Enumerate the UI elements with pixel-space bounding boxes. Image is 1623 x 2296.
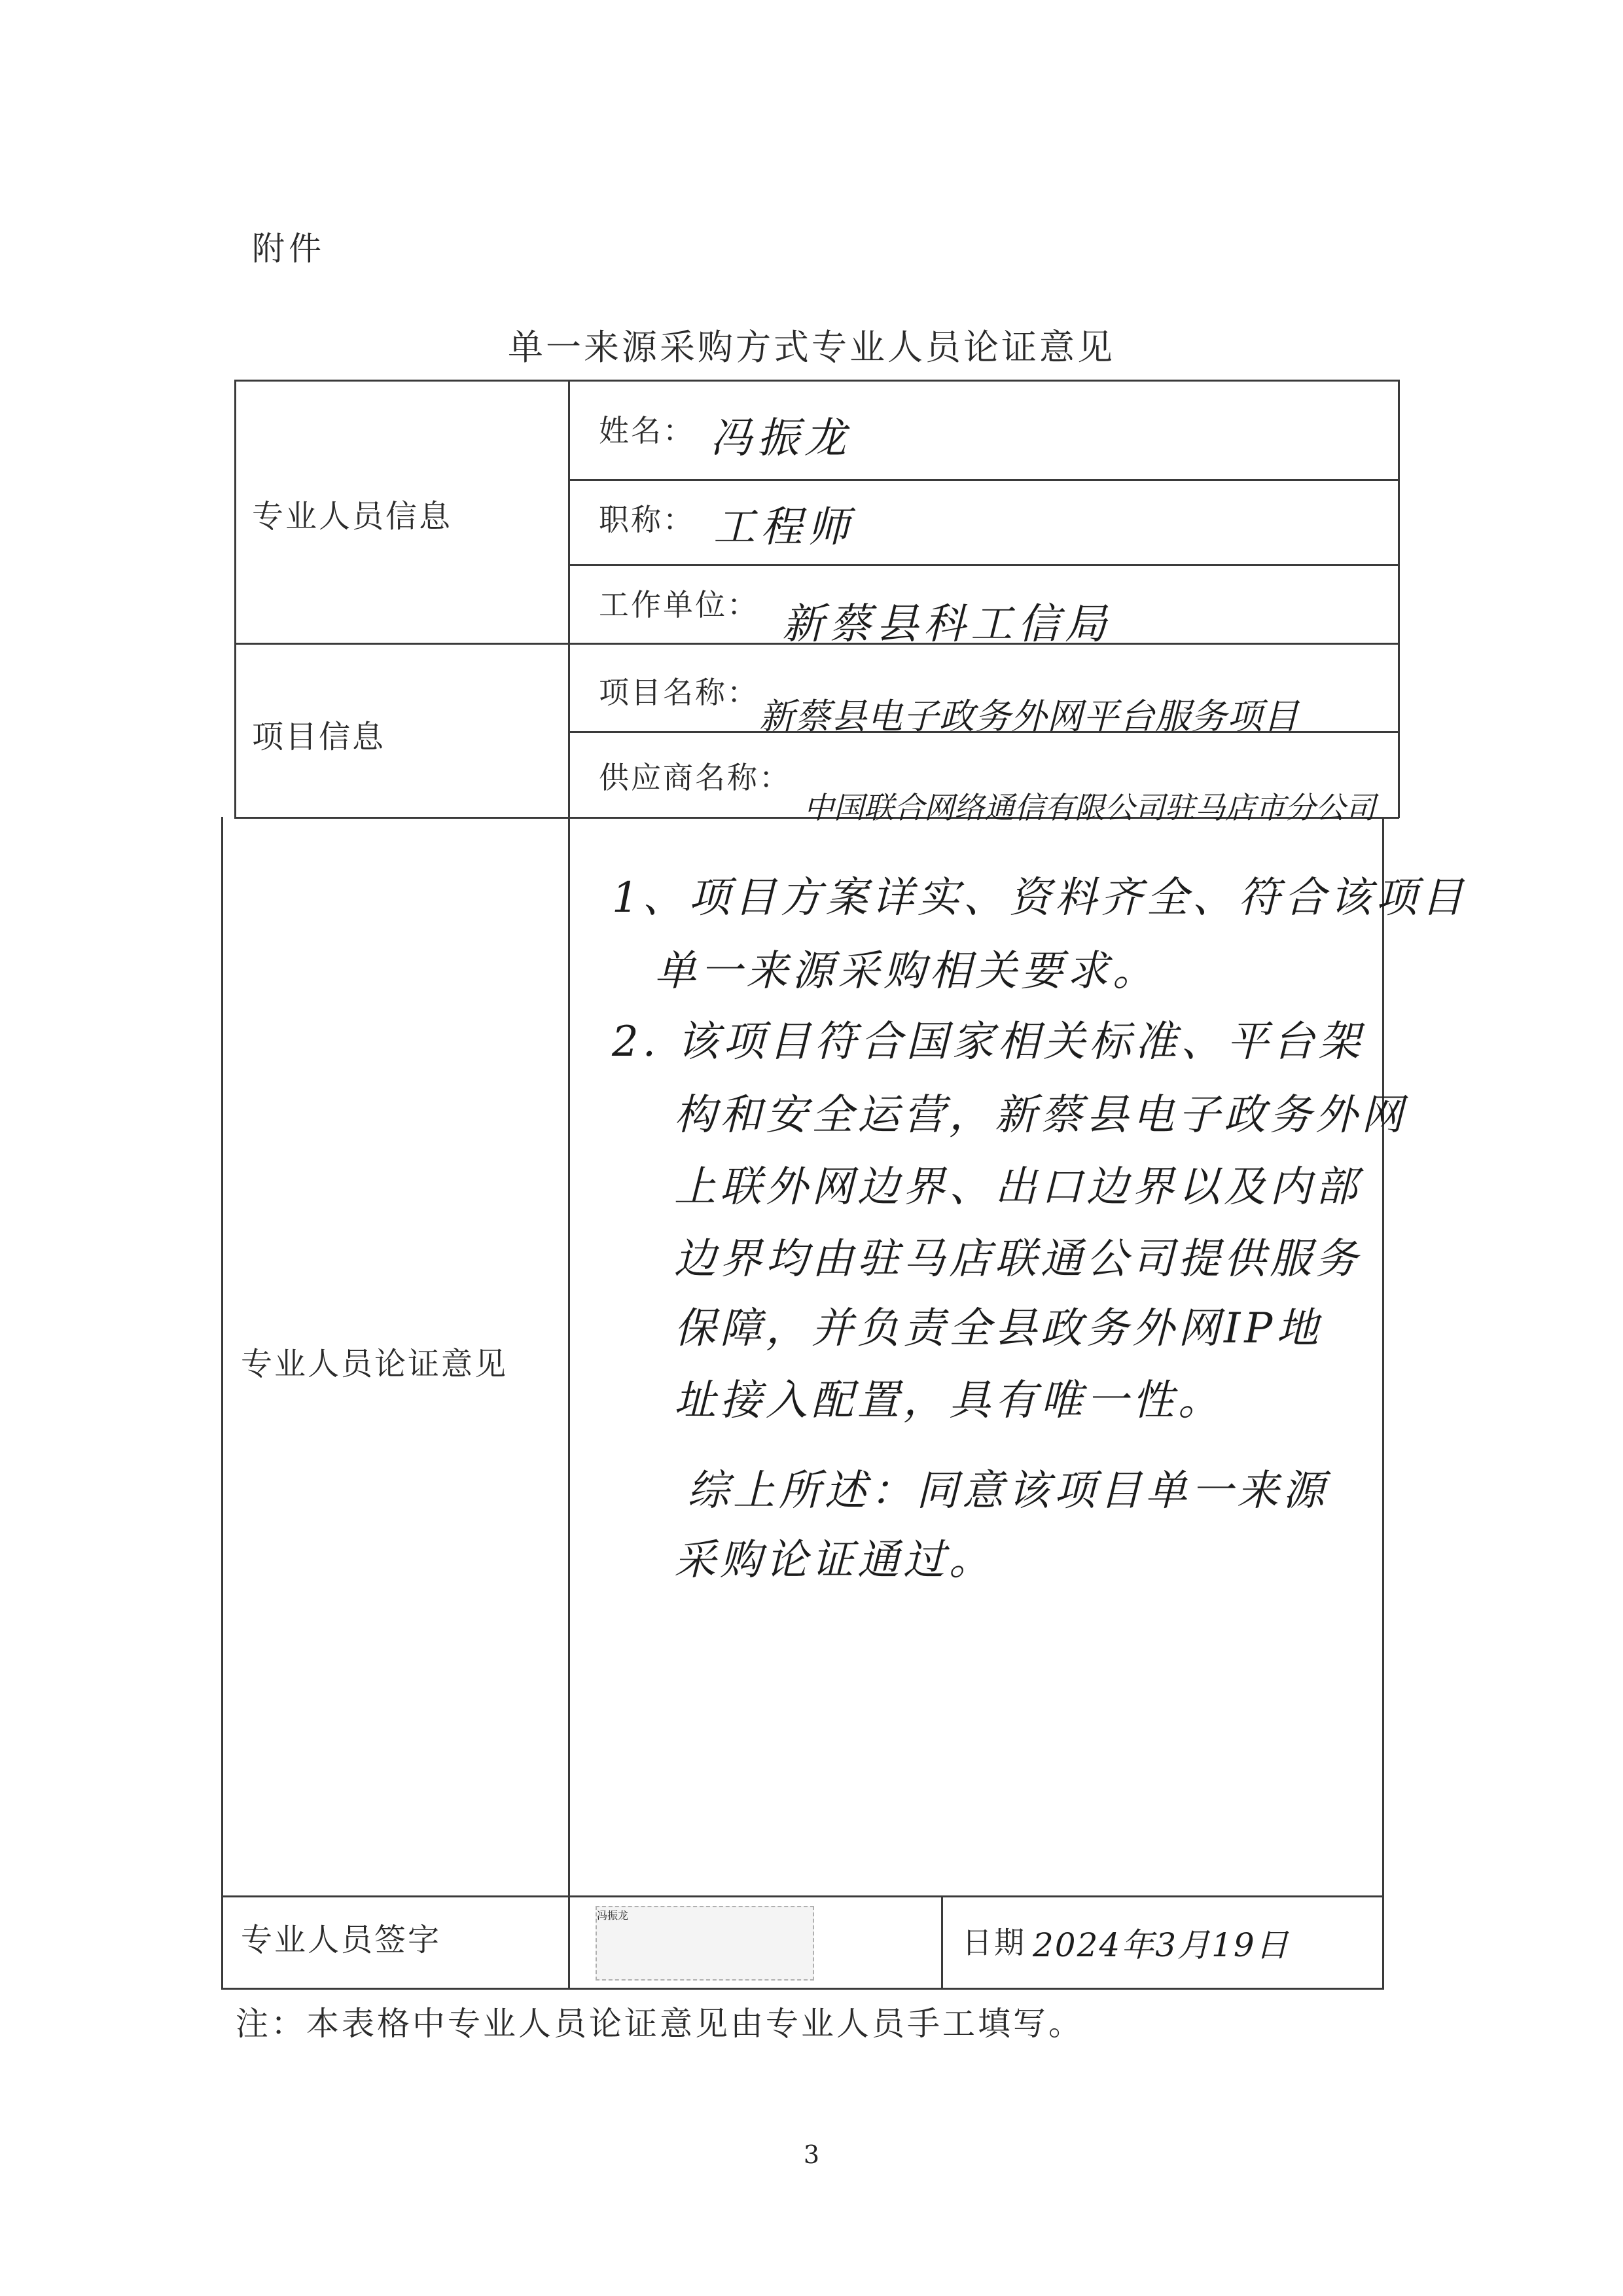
document-title: 单一来源采购方式专业人员论证意见 bbox=[508, 327, 1115, 368]
employer-value: 新蔡县科工信局 bbox=[782, 600, 1112, 649]
opinion-line: 上联外网边界、出口边界以及内部 bbox=[674, 1163, 1361, 1211]
opinion-line: 构和安全运营，新蔡县电子政务外网 bbox=[674, 1091, 1407, 1139]
row-divider-name bbox=[568, 479, 1399, 481]
opinion-line: 采购论证通过。 bbox=[674, 1536, 995, 1585]
signature-handwriting: 冯振龙 bbox=[596, 1906, 814, 1981]
table-border-right-upper bbox=[1398, 380, 1400, 818]
opinion-line: 1、项目方案详实、资料齐全、符合该项目 bbox=[612, 874, 1467, 922]
table-border-bottom bbox=[221, 1988, 1383, 1990]
opinion-line: 综上所述：同意该项目单一来源 bbox=[687, 1467, 1329, 1515]
table-border-right-lower bbox=[1382, 817, 1384, 1990]
personnel-info-label: 专业人员信息 bbox=[252, 498, 453, 535]
signature-label: 专业人员签字 bbox=[241, 1922, 442, 1958]
section-divider-opinion bbox=[221, 1895, 1383, 1897]
table-border-left-upper bbox=[234, 380, 236, 818]
employer-label: 工作单位： bbox=[599, 587, 759, 622]
name-label: 姓名： bbox=[599, 413, 695, 448]
footnote: 注：本表格中专业人员论证意见由专业人员手工填写。 bbox=[236, 2005, 1084, 2043]
opinion-line: 2. 该项目符合国家相关标准、平台架 bbox=[612, 1018, 1364, 1066]
row-divider-title bbox=[568, 564, 1399, 566]
table-divider-col-lower bbox=[568, 817, 570, 1990]
page-number: 3 bbox=[803, 2140, 820, 2169]
opinion-line: 边界均由驻马店联通公司提供服务 bbox=[674, 1235, 1361, 1283]
table-border-top-upper bbox=[236, 380, 1399, 382]
name-value: 冯振龙 bbox=[710, 414, 851, 463]
attachment-label: 附件 bbox=[252, 230, 325, 268]
supplier-value: 中国联合网络通信有限公司驻马店市分公司 bbox=[804, 790, 1376, 825]
project-name-label: 项目名称： bbox=[599, 675, 759, 710]
table-divider-col-upper bbox=[568, 380, 570, 818]
opinion-line: 址接入配置，具有唯一性。 bbox=[674, 1376, 1224, 1425]
date-label: 日期 bbox=[962, 1925, 1026, 1960]
opinion-line: 保障，并负责全县政务外网IP地 bbox=[674, 1304, 1323, 1353]
title-label: 职称： bbox=[599, 502, 695, 537]
title-value: 工程师 bbox=[713, 503, 855, 552]
opinion-line: 单一来源采购相关要求。 bbox=[654, 947, 1158, 996]
project-name-value: 新蔡县电子政务外网平台服务项目 bbox=[759, 696, 1299, 737]
date-value: 2024年3月19日 bbox=[1033, 1926, 1290, 1964]
supplier-label: 供应商名称： bbox=[599, 760, 791, 795]
project-info-label: 项目信息 bbox=[252, 719, 386, 755]
table-divider-date bbox=[941, 1895, 943, 1990]
table-border-left-lower bbox=[221, 817, 223, 1990]
opinion-label: 专业人员论证意见 bbox=[241, 1346, 508, 1382]
